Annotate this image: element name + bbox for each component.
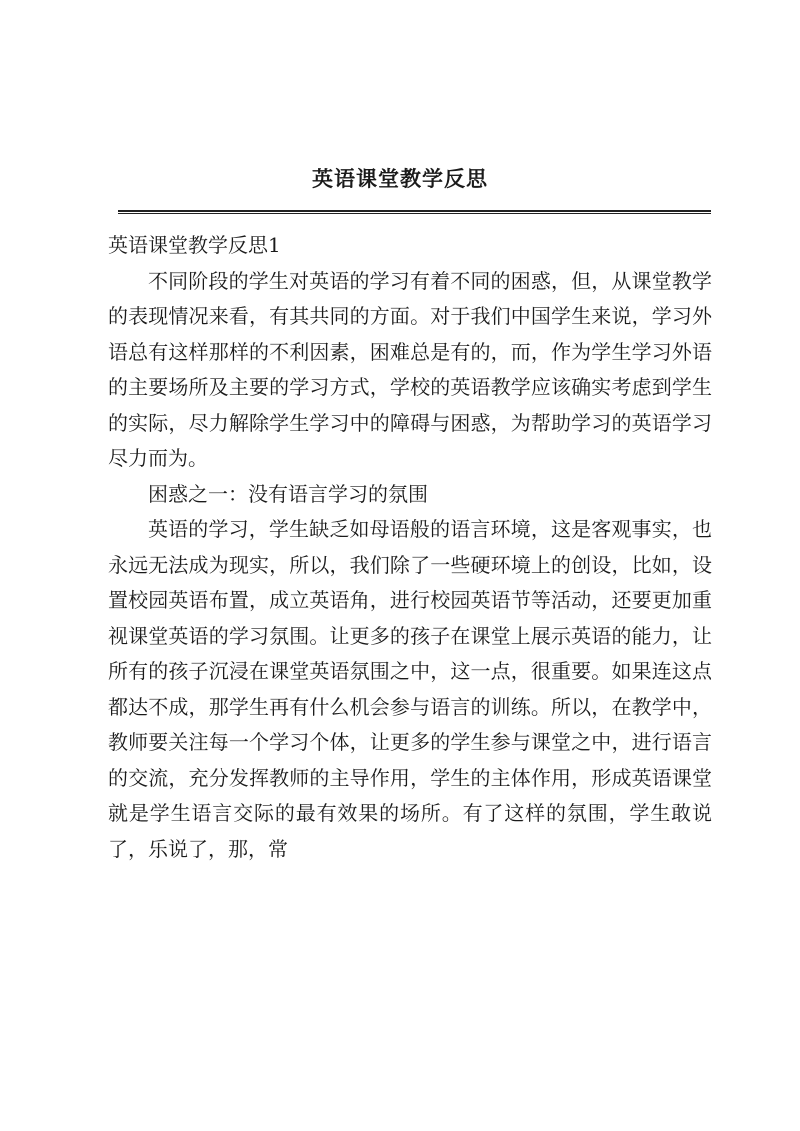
document-title: 英语课堂教学反思 [312, 166, 488, 191]
paragraph-subheading: 困惑之一：没有语言学习的氛围 [148, 481, 428, 506]
document-body [108, 228, 712, 867]
section-heading: 英语课堂教学反思1 [108, 233, 281, 257]
title-divider [118, 210, 711, 214]
paragraph-body: 英语的学习，学生缺乏如母语般的语言环境，这是客观事实，也永远无法成为现实，所以，我们除了一些硬环境上的创设，比如，设置校园英语布置，成立英语角，进行校园英语节等活动，还要更加重视课堂英语的学习氛围。让更多的孩子在课堂上展示英语的能力，让所有的孩子沉浸在课堂英语氛围之中，这一点，很重要。如果连这点都达不成，那学生再有什么机会参与语言的训练。所以，在教学中，教师要关注每一个学习个体，让更多的学生参与课堂之中，进行语言的交流，充分发挥教师的主导作用，学生的主体作用，形成英语课堂就是学生语言交际的最有效果的场所。有了这样的氛围，学生敢说了，乐说了，那，常 [108, 517, 712, 861]
paragraph-intro: 不同阶段的学生对英语的学习有着不同的困惑，但，从课堂教学的表现情况来看，有其共同的方面。对于我们中国学生来说，学习外语总有这样那样的不利因素，困难总是有的，而，作为学生学习外语的主要场所及主要的学习方式，学校的英语教学应该确实考虑到学生的实际，尽力解除学生学习中的障碍与困惑，为帮助学习的英语学习尽力而为。 [108, 268, 712, 470]
